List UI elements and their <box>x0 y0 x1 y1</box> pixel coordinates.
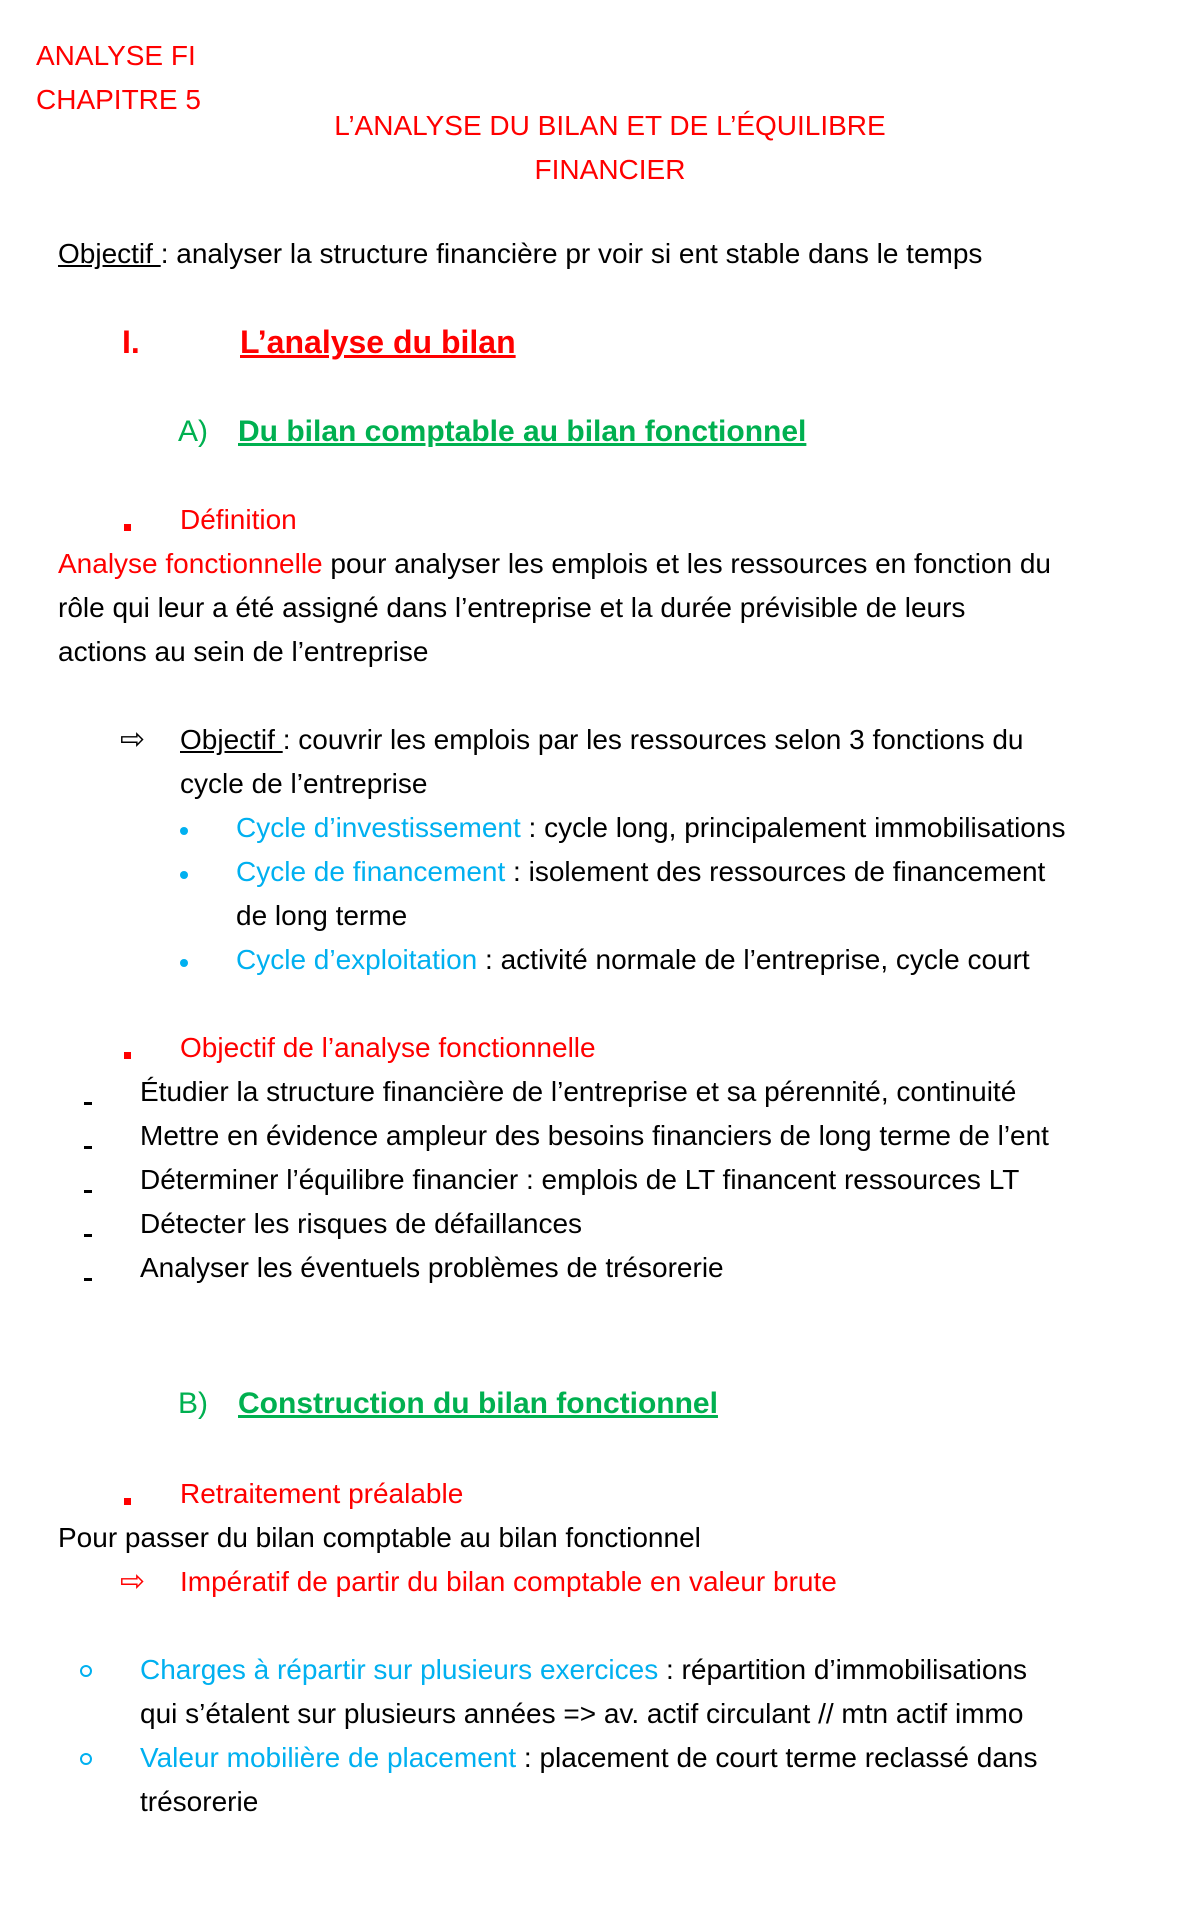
objectif-label: Objectif <box>58 238 161 269</box>
retraitement-item-continuation: qui s’étalent sur plusieurs années => av. actif circulant // mtn actif immo <box>140 1698 1024 1729</box>
list-item: Mettre en évidence ampleur des besoins financiers de long terme de l’ent <box>140 1120 1049 1151</box>
dash-bullet-icon <box>84 1136 92 1154</box>
list-item: Étudier la structure financière de l’entreprise et sa pérennité, continuité <box>140 1076 1017 1107</box>
objectif-text: : analyser la structure financière pr voir si ent stable dans le temps <box>160 238 983 269</box>
arrow-objectif-line: Objectif : couvrir les emplois par les ressources selon 3 fonctions du <box>180 724 1024 755</box>
objectif-analyse-label: Objectif de l’analyse fonctionnelle <box>180 1032 596 1063</box>
list-item: Déterminer l’équilibre financier : emplois de LT financent ressources LT <box>140 1164 1020 1195</box>
subsection-b-letter: B) <box>178 1387 208 1420</box>
pour-passer-text: Pour passer du bilan comptable au bilan fonctionnel <box>58 1522 701 1553</box>
list-item: Détecter les risques de défaillances <box>140 1208 583 1239</box>
definition-label: Définition <box>180 504 297 535</box>
retraitement-item: Valeur mobilière de placement : placement de court terme reclassé dans <box>140 1742 1038 1773</box>
square-bullet-icon <box>124 1046 131 1064</box>
course-label: ANALYSE FI <box>36 40 196 71</box>
dash-bullet-icon <box>84 1180 92 1198</box>
dash-bullet-icon <box>84 1268 92 1286</box>
bullet-dot-icon <box>180 822 188 840</box>
definition-line: actions au sein de l’entreprise <box>58 636 429 667</box>
subsection-a-letter: A) <box>178 415 208 448</box>
imperatif-text: Impératif de partir du bilan comptable en valeur brute <box>180 1566 837 1597</box>
list-item: Analyser les éventuels problèmes de trésorerie <box>140 1252 724 1283</box>
retraitement-item-continuation: trésorerie <box>140 1786 259 1817</box>
subsection-b-title: Construction du bilan fonctionnel <box>238 1387 718 1420</box>
chapter-label: CHAPITRE 5 <box>36 84 201 115</box>
bullet-dot-icon <box>180 954 188 972</box>
subsection-a-title: Du bilan comptable au bilan fonctionnel <box>238 415 807 448</box>
arrow-right-icon: ⇨ <box>120 1565 146 1598</box>
arrow-objectif-line2: cycle de l’entreprise <box>180 768 428 799</box>
cycle-item: Cycle d’exploitation : activité normale de l’entreprise, cycle court <box>236 944 1030 975</box>
section-title: L’analyse du bilan <box>240 324 516 360</box>
retraitement-label: Retraitement préalable <box>180 1478 464 1509</box>
objectif-line <box>58 232 982 276</box>
square-bullet-icon <box>124 1492 131 1510</box>
square-bullet-icon <box>124 518 131 536</box>
section-number: I. <box>122 324 140 360</box>
retraitement-item: Charges à répartir sur plusieurs exercices : répartition d’immobilisations <box>140 1654 1028 1685</box>
document-title-line1: L’ANALYSE DU BILAN ET DE L’ÉQUILIBRE <box>334 110 886 141</box>
arrow-right-icon: ⇨ <box>120 723 146 756</box>
cycle-item: Cycle d’investissement : cycle long, principalement immobilisations <box>236 812 1066 843</box>
cycle-item: Cycle de financement : isolement des ressources de financement <box>236 856 1046 887</box>
definition-line: rôle qui leur a été assigné dans l’entreprise et la durée prévisible de leurs <box>58 592 966 623</box>
dash-bullet-icon <box>84 1224 92 1242</box>
bullet-dot-icon <box>180 866 188 884</box>
ring-bullet-icon <box>80 1752 92 1770</box>
definition-line: Analyse fonctionnelle pour analyser les emplois et les ressources en fonction du <box>58 548 1052 579</box>
dash-bullet-icon <box>84 1092 92 1110</box>
ring-bullet-icon <box>80 1664 92 1682</box>
document-title-line2: FINANCIER <box>534 154 686 185</box>
cycle-item-continuation: de long terme <box>236 900 408 931</box>
